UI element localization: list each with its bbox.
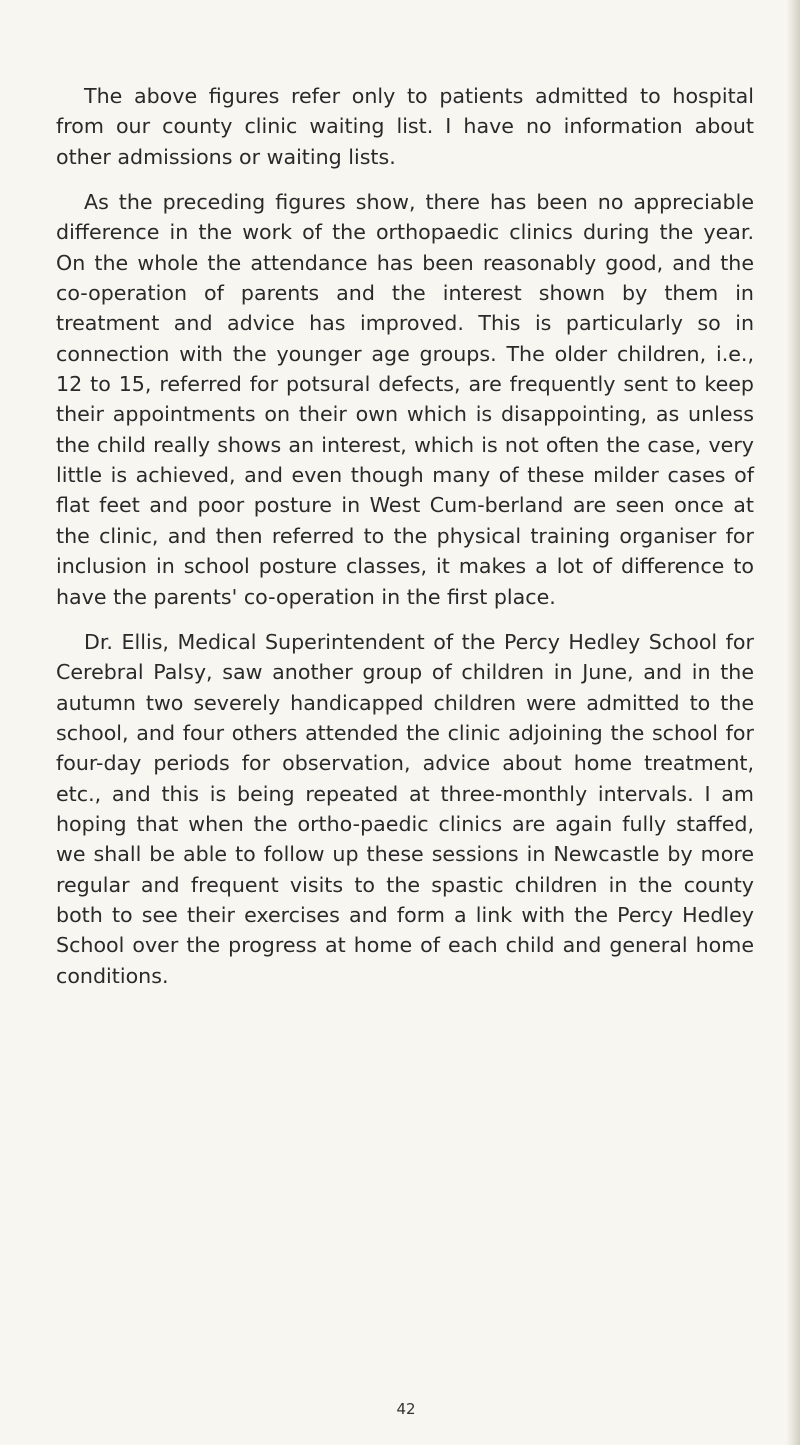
paragraph-3: Dr. Ellis, Medical Superintendent of the Percy Hedley School for Cerebral Palsy, saw another group of children in June, and in the autumn two severely handicapped children were admitted to the school, and four others attended the clinic adjoining the school for four-day periods for observation, advice about home treatment, etc., and this is being repeated at three-monthly intervals. I am hoping that when the ortho-paedic clinics are again fully staffed, we shall be able to follow up these sessions in Newcastle by more regular and frequent visits to the spastic children in the county both to see their exercises and form a link with the Percy Hedley School over the progress at home of each child and general home conditions. <box>56 629 754 988</box>
paragraph-1: The above figures refer only to patients admitted to hospital from our county clinic waiting list. I have no information about other admissions or waiting lists. <box>56 84 754 169</box>
paragraph-2: As the preceding figures show, there has been no appreciable difference in the work of the orthopaedic clinics during the year. On the whole the attendance has been reasonably good, and the co-operation of parents and the interest shown by them in treatment and advice has improved. This is particularly so in connection with the younger age groups. The older children, i.e., 12 to 15, referred for potsural defects, are frequently sent to keep their appointments on their own which is disappointing, as unless the child really shows an interest, which is not often the case, very little is achieved, and even though many of these milder cases of flat feet and poor posture in West Cum-berland are seen once at the clinic, and then referred to the physical training organiser for inclusion in school posture classes, it makes a lot of difference to have the parents' co-operation in the first place. <box>56 190 754 609</box>
page-edge-shadow <box>786 0 800 1445</box>
document-body <box>56 81 754 1006</box>
page-number: 42 <box>396 1400 416 1418</box>
